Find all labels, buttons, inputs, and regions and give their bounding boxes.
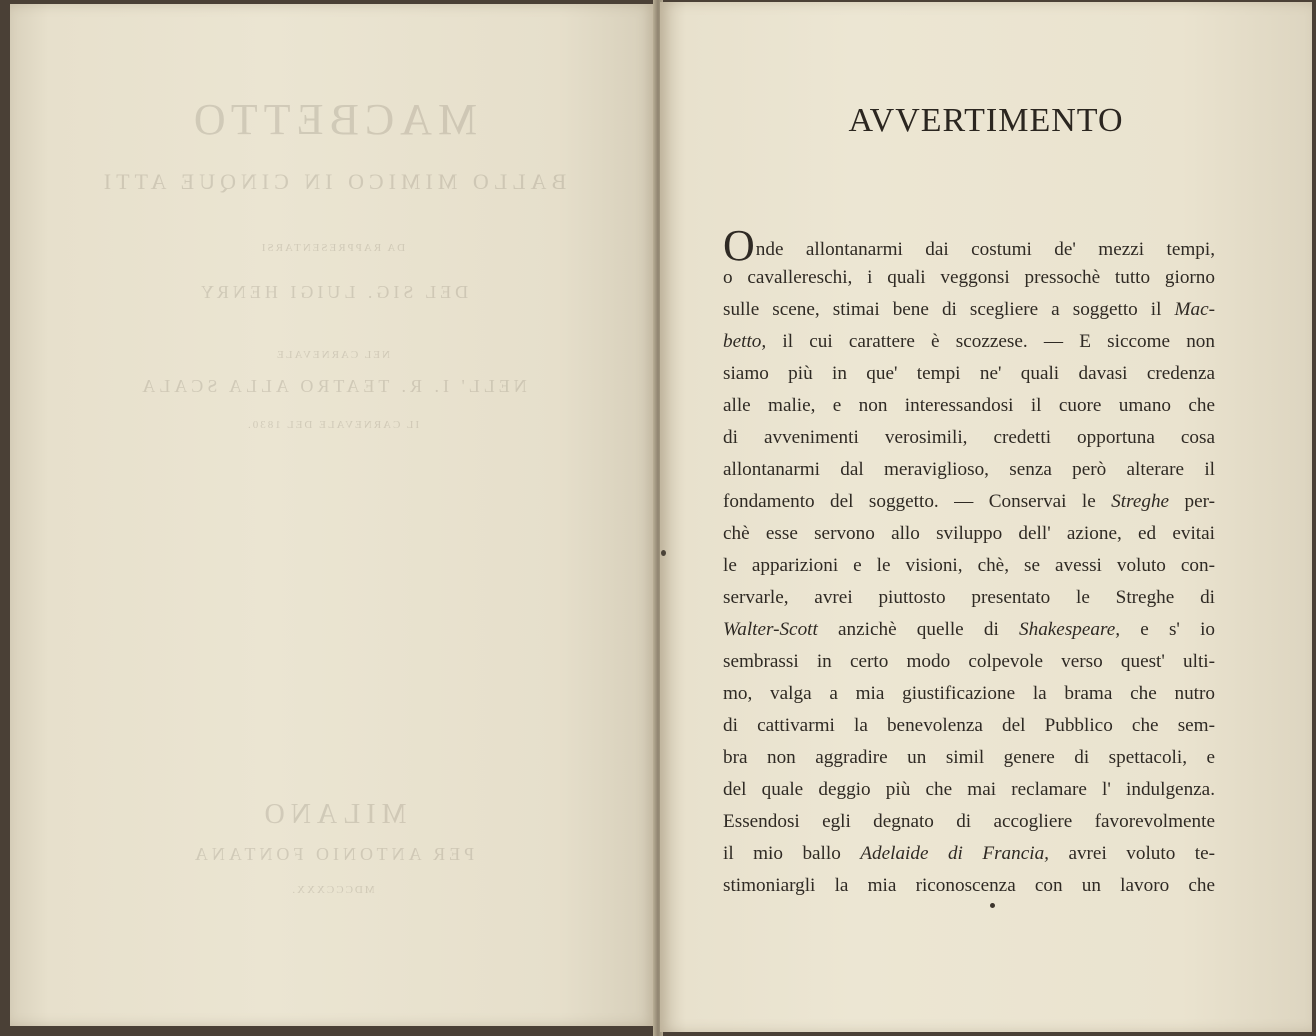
italic-text: Shakespeare, <box>1019 619 1121 640</box>
text-line <box>723 614 1215 646</box>
drop-cap: O <box>723 221 755 270</box>
italic-text: betto, <box>723 331 767 352</box>
text-span: chè esse servono allo sviluppo dell' azione, ed evitai <box>723 523 1215 544</box>
text-span: Essendosi egli degnato di accogliere favorevolmente <box>723 811 1215 832</box>
text-span: il mio ballo <box>723 843 861 864</box>
italic-text: Mac- <box>1174 299 1215 320</box>
text-span: servarle, avrei piuttosto presentato le Streghe di <box>723 587 1215 608</box>
text-line <box>723 358 1215 390</box>
text-line <box>723 710 1215 742</box>
text-line <box>723 582 1215 614</box>
italic-text: Adelaide di Francia, <box>860 843 1049 864</box>
text-line <box>723 742 1215 774</box>
text-span: alle malie, e non interessandosi il cuore umano che <box>723 395 1215 416</box>
ghost-line: MILANO <box>258 799 407 830</box>
text-line <box>723 390 1215 422</box>
text-line <box>723 870 1215 902</box>
text-line <box>723 262 1215 294</box>
ghost-line: MDCCCXXX. <box>290 884 375 896</box>
text-span: il cui carattere è scozzese. — E siccome non <box>766 331 1215 352</box>
text-span: per- <box>1169 491 1215 512</box>
text-span: bra non aggradire un simil genere di spettacoli, e <box>723 747 1215 768</box>
text-span: di cattivarmi la benevolenza del Pubblico che sem- <box>723 715 1215 736</box>
text-span: sembrassi in certo modo colpevole verso quest' ulti- <box>723 651 1215 672</box>
text-span: fondamento del soggetto. — Conservai le <box>723 491 1112 512</box>
text-line <box>723 422 1215 454</box>
text-line <box>723 221 1215 270</box>
text-span: o cavallereschi, i quali veggonsi pressochè tutto giorno <box>723 267 1215 288</box>
italic-text: Streghe <box>1111 491 1170 512</box>
text-line <box>723 774 1215 806</box>
text-line <box>723 678 1215 710</box>
text-line <box>723 326 1215 358</box>
signature-mark <box>990 903 995 908</box>
italic-text: Walter-Scott <box>723 619 818 640</box>
text-line <box>723 838 1215 870</box>
text-span: nde allontanarmi dai costumi de' mezzi tempi, <box>755 239 1215 260</box>
ghost-line: DA RAPPRESENTARSI <box>259 242 406 254</box>
ink-speck <box>661 550 666 556</box>
text-span: di avvenimenti verosimili, credetti opportuna cosa <box>723 427 1215 448</box>
text-span: sulle scene, stimai bene di scegliere a soggetto il <box>723 299 1175 320</box>
text-span: anzichè quelle di <box>817 619 1019 640</box>
ghost-line: DEL SIG. LUIGI HENRY <box>196 282 469 302</box>
text-span: avrei voluto te- <box>1048 843 1215 864</box>
text-span: e s' io <box>1120 619 1215 640</box>
text-span: allontanarmi dal meraviglioso, senza però alterare il <box>723 459 1215 480</box>
ghost-line: PER ANTONIO FONTANA <box>190 844 475 864</box>
page-title: AVVERTIMENTO <box>848 102 1124 139</box>
text-span: siamo più in que' tempi ne' quali davasi credenza <box>723 363 1215 384</box>
ghost-line: BALLO MIMICO IN CINQUE ATTI <box>98 169 567 194</box>
ghost-line: NEL CARNEVALE <box>275 349 390 361</box>
ghost-line: IL CARNEVALE DEL 1830. <box>245 419 420 431</box>
text-line <box>723 646 1215 678</box>
text-span: del quale deggio più che mai reclamare l' indulgenza. <box>723 779 1215 800</box>
bleed-through-text <box>10 4 655 1026</box>
text-line <box>723 518 1215 550</box>
left-page <box>10 4 655 1026</box>
text-line <box>723 550 1215 582</box>
text-span: stimoniargli la mia riconoscenza con un lavoro che <box>723 875 1215 896</box>
text-line <box>723 294 1215 326</box>
ghost-line: NELL' I. R. TEATRO ALLA SCALA <box>138 376 527 396</box>
text-line <box>723 454 1215 486</box>
text-span: mo, valga a mia giustificazione la brama che nutro <box>723 683 1215 704</box>
text-line <box>723 806 1215 838</box>
body-text <box>723 221 1215 902</box>
text-span: le apparizioni e le visioni, chè, se avessi voluto con- <box>723 555 1215 576</box>
text-line <box>723 486 1215 518</box>
ghost-line: MACBETTO <box>187 95 478 144</box>
